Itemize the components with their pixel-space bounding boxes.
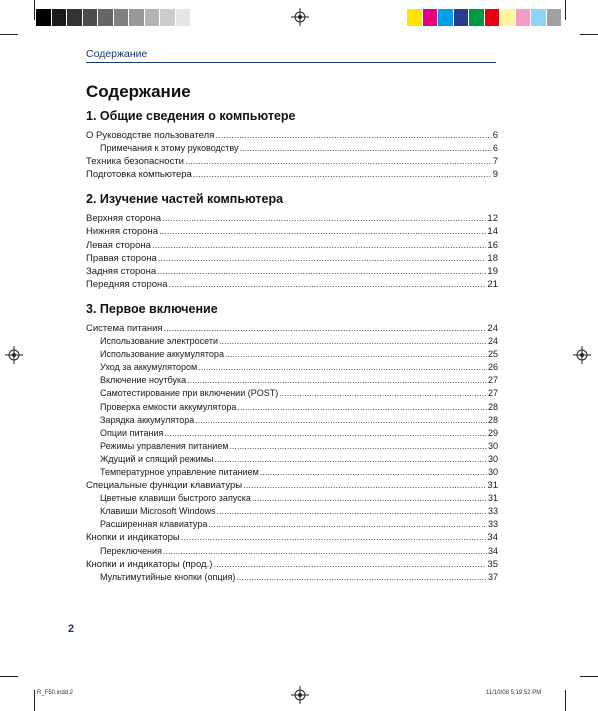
- header-divider: [86, 62, 496, 63]
- color-swatch: [454, 9, 470, 26]
- leader-dots: [243, 479, 486, 492]
- color-swatch: [485, 9, 501, 26]
- leader-dots: [229, 440, 487, 453]
- toc-entry-label: Система питания: [86, 322, 163, 334]
- toc-entry-label: Ждущий и спящий режимы: [100, 453, 214, 464]
- crop-mark: [565, 0, 566, 20]
- toc-subentry[interactable]: [86, 518, 498, 531]
- toc-entry-page: 16: [487, 239, 498, 251]
- color-swatch: [547, 9, 563, 26]
- page-number: 2: [68, 623, 75, 635]
- toc-entry[interactable]: [86, 225, 498, 238]
- toc-entry-page: 19: [487, 265, 498, 277]
- toc-entry-label: Цветные клавиши быстрого запуска: [100, 493, 251, 504]
- toc-entry-page: 6: [492, 130, 498, 141]
- color-swatch: [423, 9, 439, 26]
- toc-entry[interactable]: [86, 531, 498, 544]
- toc-entry-label: Режимы управления питанием: [100, 440, 229, 451]
- toc-entry-label: Клавиши Microsoft Windows: [100, 506, 216, 517]
- leader-dots: [164, 322, 487, 335]
- grayscale-color-bar: [36, 9, 191, 26]
- color-swatch: [129, 9, 145, 26]
- cmyk-color-bar: [407, 9, 562, 26]
- toc-subentry[interactable]: [86, 466, 498, 479]
- leader-dots: [219, 335, 487, 348]
- leader-dots: [260, 466, 487, 479]
- toc-entry-page: 31: [487, 493, 498, 504]
- toc-subentry[interactable]: [86, 387, 498, 400]
- toc-entry-label: Специальные функции клавиатуры: [86, 480, 243, 492]
- crop-mark: [580, 676, 598, 677]
- toc-entry-page: 30: [487, 453, 498, 464]
- color-swatch: [52, 9, 68, 26]
- toc-entry[interactable]: [86, 558, 498, 571]
- toc-section: [86, 301, 498, 584]
- toc-entry-label: Переключения: [100, 545, 162, 556]
- toc-subentry[interactable]: [86, 545, 498, 558]
- footer-timestamp: 11/10/08 5:19:52 PM: [486, 690, 542, 696]
- toc-entry-label: Передняя сторона: [86, 278, 168, 290]
- color-swatch: [531, 9, 547, 26]
- toc-subentry[interactable]: [86, 142, 498, 155]
- toc-entry-label: Верхняя сторона: [86, 213, 162, 225]
- leader-dots: [181, 531, 487, 544]
- toc-subentry[interactable]: [86, 348, 498, 361]
- toc-entry-page: 18: [487, 252, 498, 264]
- toc-subentry[interactable]: [86, 427, 498, 440]
- toc-entry[interactable]: [86, 322, 498, 335]
- toc-entry-page: 33: [487, 506, 498, 517]
- page-title: Содержание: [86, 82, 191, 101]
- leader-dots: [198, 361, 487, 374]
- toc-entry[interactable]: [86, 239, 498, 252]
- leader-dots: [159, 225, 486, 238]
- toc-entry-label: Подготовка компьютера: [86, 169, 192, 181]
- toc-subentry[interactable]: [86, 361, 498, 374]
- toc-entry-label: О Руководстве пользователя: [86, 130, 215, 141]
- color-swatch: [500, 9, 516, 26]
- toc-entry-label: Использование аккумулятора: [100, 349, 224, 360]
- color-swatch: [516, 9, 532, 26]
- registration-mark-icon: [291, 686, 309, 704]
- section-heading: 3. Первое включение: [86, 301, 218, 316]
- toc-entry-label: Техника безопасности: [86, 156, 184, 168]
- toc-entry-label: Правая сторона: [86, 252, 157, 264]
- leader-dots: [208, 518, 487, 531]
- leader-dots: [225, 348, 487, 361]
- toc-entry-page: 31: [487, 480, 498, 492]
- toc-subentry[interactable]: [86, 374, 498, 387]
- toc-section: [86, 191, 498, 291]
- toc-entry-label: Примечания к этому руководству: [100, 143, 239, 154]
- color-swatch: [469, 9, 485, 26]
- color-swatch: [98, 9, 114, 26]
- toc-entry-page: 7: [492, 156, 498, 168]
- color-swatch: [36, 9, 52, 26]
- table-of-contents: [86, 108, 498, 594]
- toc-entry[interactable]: [86, 278, 498, 291]
- color-swatch: [407, 9, 423, 26]
- leader-dots: [279, 387, 487, 400]
- leader-dots: [185, 155, 492, 168]
- toc-subentry[interactable]: [86, 414, 498, 427]
- toc-entry-label: Кнопки и индикаторы (прод.): [86, 558, 213, 570]
- toc-subentry[interactable]: [86, 492, 498, 505]
- leader-dots: [217, 505, 487, 518]
- toc-entry-page: 14: [487, 226, 498, 238]
- color-swatch: [176, 9, 192, 26]
- toc-entry-page: 30: [487, 466, 498, 477]
- toc-entry-label: Проверка емкости аккумулятора: [100, 401, 237, 412]
- leader-dots: [158, 252, 487, 265]
- toc-entry[interactable]: [86, 265, 498, 278]
- toc-entry[interactable]: [86, 212, 498, 225]
- toc-entry-page: 33: [487, 519, 498, 530]
- registration-mark-icon: [291, 8, 309, 26]
- leader-dots: [237, 401, 487, 414]
- leader-dots: [195, 414, 487, 427]
- toc-entry-page: 26: [487, 362, 498, 373]
- leader-dots: [213, 558, 486, 571]
- color-swatch: [145, 9, 161, 26]
- toc-subentry[interactable]: [86, 453, 498, 466]
- leader-dots: [157, 265, 486, 278]
- color-swatch: [114, 9, 130, 26]
- color-swatch: [83, 9, 99, 26]
- leader-dots: [193, 168, 492, 181]
- registration-mark-icon: [5, 346, 23, 364]
- toc-subentry[interactable]: [86, 440, 498, 453]
- toc-section: [86, 108, 498, 181]
- toc-entry-label: Нижняя сторона: [86, 226, 159, 238]
- toc-entry-label: Самотестирование при включении (POST): [100, 388, 279, 399]
- color-swatch: [67, 9, 83, 26]
- toc-entry-page: 6: [492, 143, 498, 154]
- toc-entry-page: 25: [487, 349, 498, 360]
- toc-entry-page: 34: [487, 545, 498, 556]
- toc-entry[interactable]: [86, 155, 498, 168]
- section-heading: 1. Общие сведения о компьютере: [86, 109, 296, 123]
- toc-entry-page: 28: [487, 414, 498, 425]
- leader-dots: [215, 129, 491, 142]
- toc-entry-page: 29: [487, 427, 498, 438]
- toc-subentry[interactable]: [86, 571, 498, 584]
- toc-entry-label: Включение ноутбука: [100, 375, 187, 386]
- footer-file-info: R_F50.indd 2: [37, 690, 74, 696]
- leader-dots: [214, 453, 487, 466]
- toc-entry-label: Температурное управление питанием: [100, 466, 259, 477]
- toc-entry[interactable]: [86, 252, 498, 265]
- toc-entry-label: Расширенная клавиатура: [100, 519, 208, 530]
- crop-mark: [580, 34, 598, 35]
- toc-entry-page: 30: [487, 440, 498, 451]
- leader-dots: [252, 492, 487, 505]
- toc-entry[interactable]: [86, 479, 498, 492]
- toc-subentry[interactable]: [86, 505, 498, 518]
- toc-entry-label: Мультимутийные кнопки (опция): [100, 571, 236, 582]
- toc-entry-page: 37: [487, 571, 498, 582]
- toc-entry-label: Зарядка аккумулятора: [100, 414, 195, 425]
- toc-entry-page: 35: [487, 558, 498, 570]
- color-swatch: [438, 9, 454, 26]
- toc-entry[interactable]: [86, 168, 498, 181]
- registration-mark-icon: [573, 346, 591, 364]
- leader-dots: [240, 142, 492, 155]
- toc-entry-page: 9: [492, 169, 498, 181]
- leader-dots: [162, 212, 486, 225]
- toc-entry-label: Опции питания: [100, 427, 164, 438]
- toc-entry-page: 27: [487, 375, 498, 386]
- toc-entry-page: 34: [487, 532, 498, 544]
- leader-dots: [152, 239, 487, 252]
- toc-entry-page: 24: [487, 322, 498, 334]
- toc-subentry[interactable]: [86, 335, 498, 348]
- toc-entry-page: 27: [487, 388, 498, 399]
- toc-entry-label: Уход за аккумулятором: [100, 362, 198, 373]
- toc-entry-page: 24: [487, 336, 498, 347]
- crop-mark: [0, 34, 18, 35]
- leader-dots: [163, 545, 487, 558]
- toc-entry[interactable]: [86, 129, 498, 142]
- leader-dots: [236, 571, 487, 584]
- leader-dots: [164, 427, 487, 440]
- color-swatch: [160, 9, 176, 26]
- crop-mark: [565, 690, 566, 711]
- running-header: Содержание: [86, 48, 148, 60]
- crop-mark: [0, 676, 18, 677]
- crop-mark: [34, 0, 35, 20]
- leader-dots: [187, 374, 487, 387]
- leader-dots: [169, 278, 487, 291]
- toc-entry-page: 28: [487, 401, 498, 412]
- toc-entry-label: Задняя сторона: [86, 265, 157, 277]
- toc-subentry[interactable]: [86, 401, 498, 414]
- toc-entry-label: Левая сторона: [86, 239, 151, 251]
- toc-entry-page: 12: [487, 213, 498, 225]
- toc-entry-label: Кнопки и индикаторы: [86, 532, 180, 544]
- crop-mark: [34, 690, 35, 711]
- section-heading: 2. Изучение частей компьютера: [86, 192, 284, 207]
- toc-entry-page: 21: [487, 278, 498, 290]
- toc-entry-label: Использование электросети: [100, 336, 218, 347]
